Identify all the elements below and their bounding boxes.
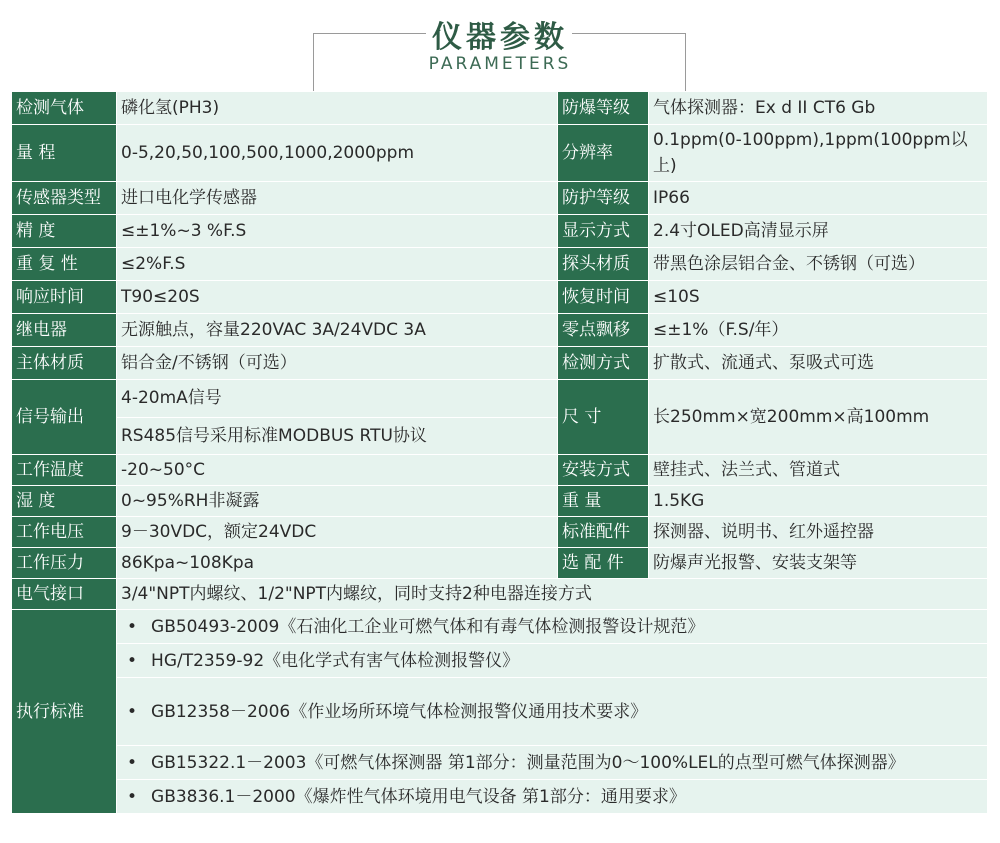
param-value: 铝合金/不锈钢（可选） bbox=[117, 347, 557, 379]
param-label: 量 程 bbox=[12, 125, 116, 181]
param-label: 防护等级 bbox=[558, 182, 648, 214]
parameters-table bbox=[12, 92, 984, 813]
param-label: 工作电压 bbox=[12, 517, 116, 547]
standard-item: • HG/T2359-92《电化学式有害气体检测报警仪》 bbox=[117, 644, 987, 677]
param-value: 9－30VDC，额定24VDC bbox=[117, 517, 557, 547]
param-label: 零点飘移 bbox=[558, 314, 648, 346]
param-label: 工作温度 bbox=[12, 455, 116, 485]
param-label: 传感器类型 bbox=[12, 182, 116, 214]
standard-item: • GB50493-2009《石油化工企业可燃气体和有毒气体检测报警设计规范》 bbox=[117, 610, 987, 643]
param-label: 重 量 bbox=[558, 486, 648, 516]
param-value: 探测器、说明书、红外遥控器 bbox=[649, 517, 987, 547]
param-label: 电气接口 bbox=[12, 579, 116, 609]
param-label: 重 复 性 bbox=[12, 248, 116, 280]
param-label: 恢复时间 bbox=[558, 281, 648, 313]
param-value: ≤±1%（F.S/年） bbox=[649, 314, 987, 346]
param-label: 工作压力 bbox=[12, 548, 116, 578]
param-value: 磷化氢(PH3) bbox=[117, 92, 557, 124]
param-value: 带黑色涂层铝合金、不锈钢（可选） bbox=[649, 248, 987, 280]
param-label: 继电器 bbox=[12, 314, 116, 346]
param-label: 检测方式 bbox=[558, 347, 648, 379]
param-label: 安装方式 bbox=[558, 455, 648, 485]
param-label: 探头材质 bbox=[558, 248, 648, 280]
param-label: 分辨率 bbox=[558, 125, 648, 181]
signal-output-values bbox=[117, 380, 557, 454]
param-value: 86Kpa~108Kpa bbox=[117, 548, 557, 578]
param-value: -20~50°C bbox=[117, 455, 557, 485]
param-label: 湿 度 bbox=[12, 486, 116, 516]
param-value: 1.5KG bbox=[649, 486, 987, 516]
param-label: 信号输出 bbox=[12, 380, 116, 454]
param-value: 气体探测器：Ex d II CT6 Gb bbox=[649, 92, 987, 124]
param-value: 0~95%RH非凝露 bbox=[117, 486, 557, 516]
param-value: 长250mm×宽200mm×高100mm bbox=[649, 380, 987, 454]
standard-item: • GB12358－2006《作业场所环境气体检测报警仪通用技术要求》 bbox=[117, 678, 987, 745]
page-subtitle: PARAMETERS bbox=[428, 54, 572, 74]
param-value: 无源触点，容量220VAC 3A/24VDC 3A bbox=[117, 314, 557, 346]
param-label: 响应时间 bbox=[12, 281, 116, 313]
param-value: 壁挂式、法兰式、管道式 bbox=[649, 455, 987, 485]
param-value: 0.1ppm(0-100ppm),1ppm(100ppm以上) bbox=[649, 125, 987, 181]
param-label: 防爆等级 bbox=[558, 92, 648, 124]
param-label: 尺 寸 bbox=[558, 380, 648, 454]
page-title: 仪器参数 bbox=[432, 20, 568, 55]
param-value: 3/4"NPT内螺纹、1/2"NPT内螺纹，同时支持2种电器连接方式 bbox=[117, 579, 987, 609]
param-value: RS485信号采用标准MODBUS RTU协议 bbox=[117, 418, 557, 455]
param-value: IP66 bbox=[649, 182, 987, 214]
param-label: 主体材质 bbox=[12, 347, 116, 379]
standard-item: • GB15322.1－2003《可燃气体探测器 第1部分：测量范围为0～100%LEL的点型可燃气体探测器》 bbox=[117, 746, 987, 779]
param-value: ≤2%F.S bbox=[117, 248, 557, 280]
header bbox=[0, 0, 1000, 92]
param-value: ≤±1%~3 %F.S bbox=[117, 215, 557, 247]
param-label: 标准配件 bbox=[558, 517, 648, 547]
param-value: ≤10S bbox=[649, 281, 987, 313]
param-value: T90≤20S bbox=[117, 281, 557, 313]
param-value: 2.4寸OLED高清显示屏 bbox=[649, 215, 987, 247]
param-value: 4-20mA信号 bbox=[117, 380, 557, 417]
param-value: 0-5,20,50,100,500,1000,2000ppm bbox=[117, 125, 557, 181]
param-label: 检测气体 bbox=[12, 92, 116, 124]
param-value: 扩散式、流通式、泵吸式可选 bbox=[649, 347, 987, 379]
param-label: 选 配 件 bbox=[558, 548, 648, 578]
param-value: 防爆声光报警、安装支架等 bbox=[649, 548, 987, 578]
standard-item: • GB3836.1－2000《爆炸性气体环境用电气设备 第1部分：通用要求》 bbox=[117, 780, 987, 813]
param-label: 显示方式 bbox=[558, 215, 648, 247]
standards-label: 执行标准 bbox=[12, 610, 116, 813]
param-value: 进口电化学传感器 bbox=[117, 182, 557, 214]
param-label: 精 度 bbox=[12, 215, 116, 247]
